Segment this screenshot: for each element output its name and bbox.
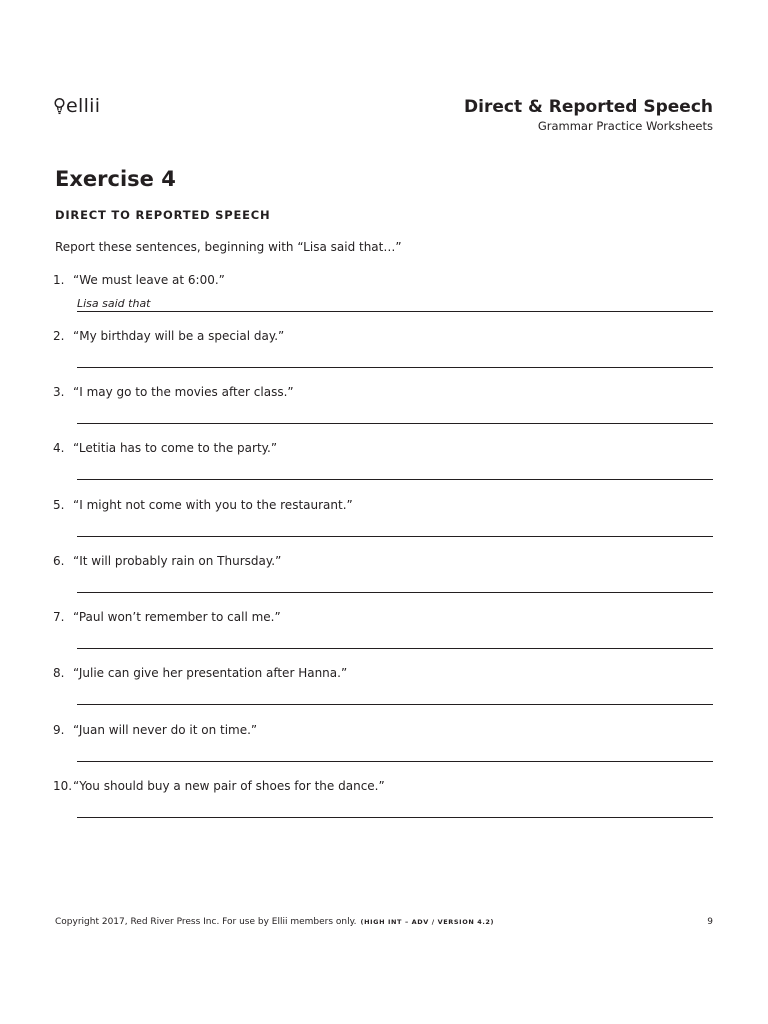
question-number: 9. (53, 723, 65, 737)
answer-line[interactable] (77, 592, 713, 593)
question-item (53, 666, 713, 706)
question-number: 8. (53, 666, 65, 680)
answer-line[interactable] (77, 704, 713, 705)
question-item (53, 385, 713, 425)
question-text: “My birthday will be a special day.” (73, 329, 285, 343)
question-number: 1. (53, 273, 65, 287)
question-item (53, 273, 713, 313)
copyright-text: Copyright 2017, Red River Press Inc. For use by Ellii members only. (55, 917, 357, 927)
page-number: 9 (707, 917, 713, 927)
version-label: (HIGH INT – ADV / VERSION 4.2) (360, 918, 495, 926)
question-item (53, 441, 713, 481)
question-number: 3. (53, 385, 65, 399)
answer-prompt: Lisa said that (77, 297, 151, 310)
logo-text: ellii (66, 95, 101, 117)
answer-line[interactable] (77, 648, 713, 649)
answer-line[interactable] (77, 311, 713, 312)
question-text: “I may go to the movies after class.” (73, 385, 294, 399)
answer-line[interactable] (77, 479, 713, 480)
section-heading: DIRECT TO REPORTED SPEECH (55, 208, 271, 222)
exercise-title: Exercise 4 (55, 167, 176, 191)
footer-copyright (55, 917, 494, 927)
question-text: “You should buy a new pair of shoes for the dance.” (73, 779, 385, 793)
question-number: 2. (53, 329, 65, 343)
answer-line[interactable] (77, 423, 713, 424)
question-item (53, 329, 713, 369)
question-text: “It will probably rain on Thursday.” (73, 554, 282, 568)
question-number: 7. (53, 610, 65, 624)
document-title: Direct & Reported Speech (464, 97, 713, 117)
lightbulb-icon (54, 97, 65, 115)
question-number: 5. (53, 498, 65, 512)
instructions: Report these sentences, beginning with “Lisa said that…” (55, 240, 402, 254)
question-text: “We must leave at 6:00.” (73, 273, 225, 287)
question-item (53, 723, 713, 763)
question-text: “Juan will never do it on time.” (73, 723, 258, 737)
question-number: 4. (53, 441, 65, 455)
document-subtitle: Grammar Practice Worksheets (537, 119, 713, 133)
question-number: 6. (53, 554, 65, 568)
question-item (53, 554, 713, 594)
logo (54, 95, 100, 117)
question-number: 10. (53, 779, 73, 793)
question-item (53, 779, 713, 819)
question-text: “Julie can give her presentation after Hanna.” (73, 666, 348, 680)
answer-line[interactable] (77, 536, 713, 537)
question-text: “Paul won’t remember to call me.” (73, 610, 281, 624)
question-text: “Letitia has to come to the party.” (73, 441, 278, 455)
question-item (53, 498, 713, 538)
question-text: “I might not come with you to the restaurant.” (73, 498, 353, 512)
answer-line[interactable] (77, 367, 713, 368)
answer-line[interactable] (77, 817, 713, 818)
answer-line[interactable] (77, 761, 713, 762)
question-item (53, 610, 713, 650)
